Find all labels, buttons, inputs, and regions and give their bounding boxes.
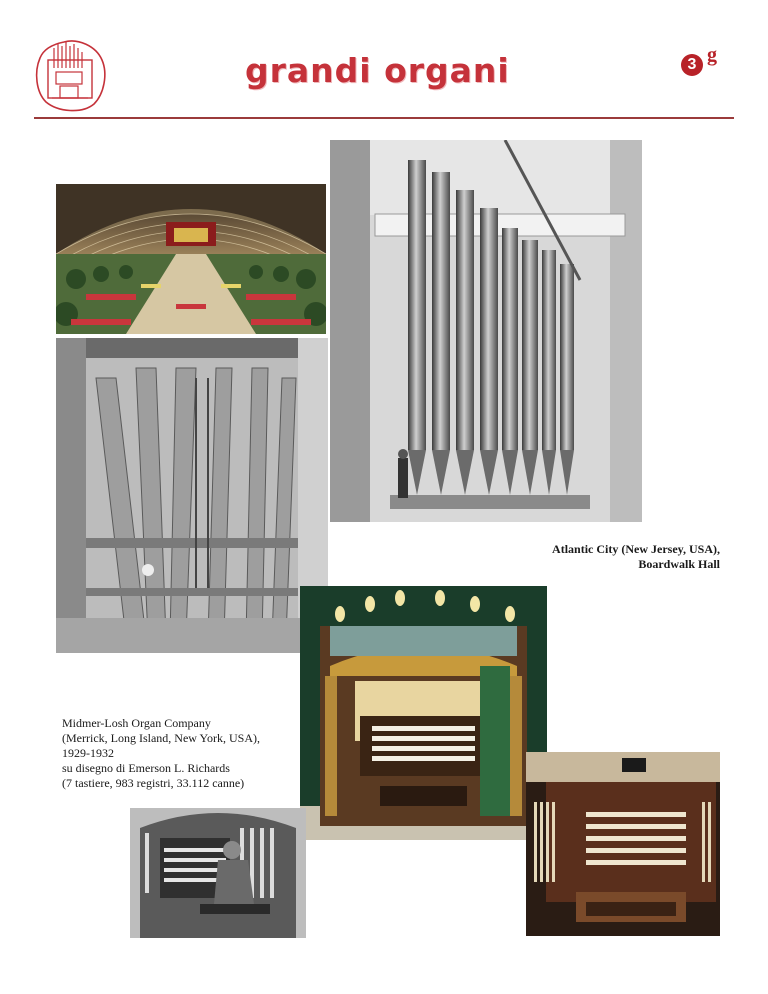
wooden-pipes-photo [56, 338, 328, 653]
caption-line: (Merrick, Long Island, New York, USA), [62, 731, 260, 745]
caption-line: 1929-1932 [62, 746, 114, 760]
badge-letter: g [707, 44, 717, 66]
location-caption [470, 542, 720, 572]
hall-interior-photo [56, 184, 326, 334]
organ-pipes-photo [330, 140, 642, 522]
caption-line: Atlantic City (New Jersey, USA), [552, 542, 720, 556]
console-keyboards-photo [526, 752, 720, 936]
organist-photo [130, 808, 306, 938]
caption-line: su disegno di Emerson L. Richards [62, 761, 230, 775]
organ-logo-icon [34, 38, 108, 114]
organ-console-photo [300, 586, 547, 840]
builder-caption [62, 716, 302, 791]
caption-line: Boardwalk Hall [638, 557, 720, 571]
caption-line: Midmer-Losh Organ Company [62, 716, 211, 730]
section-badge [681, 44, 731, 84]
page-title: grandi organi [245, 51, 510, 90]
caption-line: (7 tastiere, 983 registri, 33.112 canne) [62, 776, 245, 790]
header-rule [34, 117, 734, 119]
badge-number: 3 [681, 54, 703, 76]
